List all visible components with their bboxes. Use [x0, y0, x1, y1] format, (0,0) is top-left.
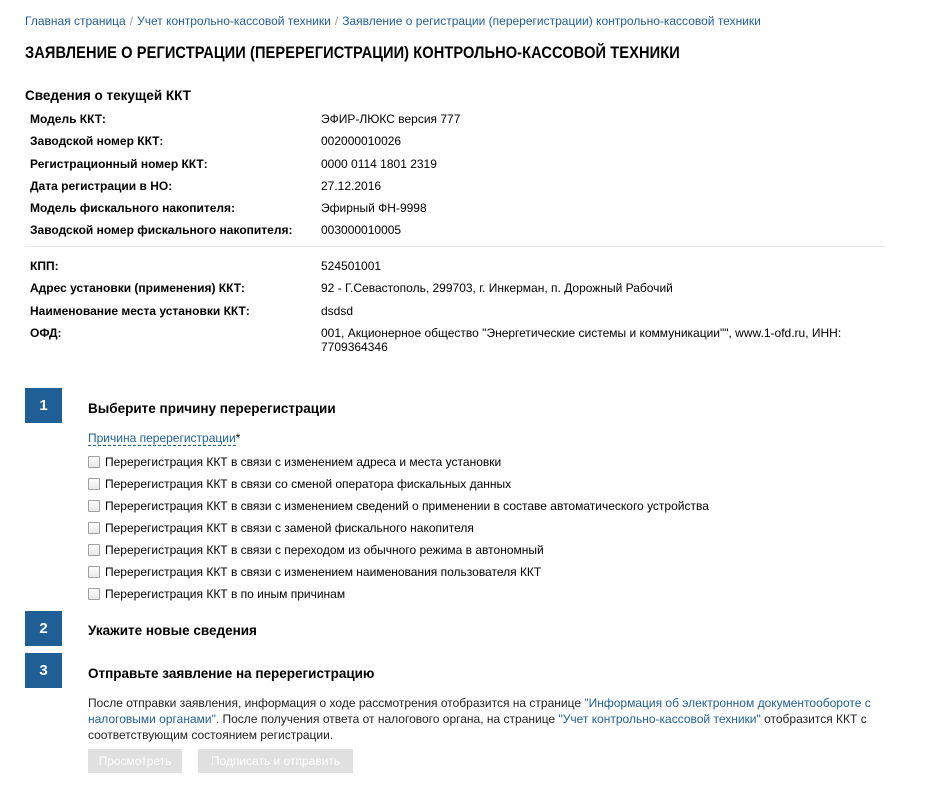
info-label: Дата регистрации в НО: — [30, 178, 173, 193]
breadcrumb-home-link[interactable]: Главная страница — [25, 14, 126, 28]
reason-option-autonomous[interactable] — [88, 539, 709, 561]
reason-label: Перерегистрация ККТ в связи с изменением сведений о применении в составе автоматического устройства — [105, 499, 709, 513]
reason-label: Перерегистрация ККТ в связи с переходом из обычного режима в автономный — [105, 543, 544, 557]
info-value: dsdsd — [321, 303, 354, 318]
step-3-badge: 3 — [25, 653, 62, 688]
info-row-reg-number — [30, 157, 885, 179]
info-value: ЭФИР-ЛЮКС версия 777 — [321, 112, 461, 126]
reason-label: Перерегистрация ККТ в связи с заменой фискального накопителя — [105, 521, 474, 535]
reason-label: Перерегистрация ККТ в по иным причинам — [105, 587, 346, 601]
sign-and-send-button[interactable]: Подписать и отправить — [198, 749, 353, 773]
info-value: 27.12.2016 — [321, 178, 382, 193]
divider — [25, 246, 885, 247]
edo-info-link[interactable]: "Информация об электронном документообороте с налоговыми органами" — [88, 696, 871, 726]
breadcrumb-separator: / — [334, 14, 339, 28]
info-row-address — [30, 281, 885, 303]
reason-option-user-name[interactable] — [88, 561, 709, 583]
info-value: 524501001 — [321, 259, 382, 273]
required-mark: * — [235, 431, 241, 445]
checkbox[interactable] — [88, 522, 100, 534]
reason-label: Перерегистрация ККТ в связи с изменением наименования пользователя ККТ — [105, 565, 542, 579]
breadcrumb — [25, 14, 761, 28]
reason-option-fn-replace[interactable] — [88, 517, 709, 539]
reason-option-other[interactable] — [88, 583, 709, 605]
reason-label: Перерегистрация ККТ в связи со сменой оператора фискальных данных — [105, 477, 512, 491]
reason-checkbox-list — [88, 451, 709, 605]
breadcrumb-separator: / — [129, 14, 134, 28]
reason-field-label — [88, 431, 240, 445]
info-value: 001, Акционерное общество "Энергетические системы и коммуникации"", www.1-ofd.ru, ИНН: 7709364346 — [321, 325, 842, 354]
breadcrumb-kkt-link[interactable]: Учет контрольно-кассовой техники — [137, 14, 331, 28]
info-label: КПП: — [30, 259, 59, 273]
step-2-badge: 2 — [25, 611, 62, 646]
reason-label: Перерегистрация ККТ в связи с изменением адреса и места установки — [105, 455, 502, 469]
info-row-ofd — [30, 325, 885, 354]
info-row-place-name — [30, 304, 885, 326]
breadcrumb-current-link[interactable]: Заявление о регистрации (перерегистрации) контрольно-кассовой техники — [342, 14, 761, 28]
info-label: Модель фискального накопителя: — [30, 201, 236, 216]
checkbox[interactable] — [88, 478, 100, 490]
info-label: Наименование места установки ККТ: — [30, 303, 250, 318]
checkbox[interactable] — [88, 544, 100, 556]
reason-field-link[interactable]: Причина перерегистрации — [88, 431, 236, 445]
info-value: Эфирный ФН-9998 — [321, 201, 427, 216]
info-row-reg-date — [30, 179, 885, 201]
info-label: Модель ККТ: — [30, 112, 106, 126]
step-3-title: Отправьте заявление на перерегистрацию — [88, 666, 375, 681]
checkbox[interactable] — [88, 588, 100, 600]
preview-button[interactable]: Просмотреть — [88, 749, 182, 773]
info-label: Адрес установки (применения) ККТ: — [30, 281, 245, 296]
info-row-fn-model — [30, 201, 885, 223]
info-label: Заводской номер фискального накопителя: — [30, 223, 293, 238]
reason-option-address[interactable] — [88, 451, 709, 473]
current-kkt-info-group-2 — [30, 259, 885, 354]
checkbox[interactable] — [88, 456, 100, 468]
step-2-title: Укажите новые сведения — [88, 623, 257, 638]
info-label: Регистрационный номер ККТ: — [30, 156, 208, 171]
kkt-accounting-link[interactable]: "Учет контрольно-кассовой техники" — [558, 712, 761, 726]
step-1-badge: 1 — [25, 388, 62, 423]
note-text: отобразится ККТ с соответствующим состоянием регистрации. — [88, 712, 867, 742]
note-text: . После получения ответа от налогового органа, на странице — [215, 712, 559, 726]
checkbox[interactable] — [88, 500, 100, 512]
info-row-fn-serial — [30, 223, 885, 245]
reason-option-auto-device[interactable] — [88, 495, 709, 517]
current-kkt-heading: Сведения о текущей ККТ — [25, 88, 191, 103]
info-row-kpp — [30, 259, 885, 281]
info-row-model — [30, 112, 885, 134]
info-value: 0000 0114 1801 2319 — [321, 156, 437, 171]
page-title: ЗАЯВЛЕНИЕ О РЕГИСТРАЦИИ (ПЕРЕРЕГИСТРАЦИИ) КОНТРОЛЬНО-КАССОВОЙ ТЕХНИКИ — [25, 43, 680, 62]
checkbox[interactable] — [88, 566, 100, 578]
info-value: 002000010026 — [321, 134, 402, 149]
info-row-serial — [30, 134, 885, 156]
info-value: 92 - Г.Севастополь, 299703, г. Инкерман, п. Дорожный Рабочий — [321, 281, 673, 296]
step-1-title: Выберите причину перерегистрации — [88, 401, 336, 416]
info-value: 003000010005 — [321, 223, 402, 238]
reason-option-ofd-change[interactable] — [88, 473, 709, 495]
submission-note — [88, 695, 888, 743]
info-label: ОФД: — [30, 325, 62, 340]
info-label: Заводской номер ККТ: — [30, 134, 164, 149]
current-kkt-info-group-1 — [30, 112, 885, 246]
note-text: После отправки заявления, информация о ходе рассмотрения отобразится на странице — [88, 696, 585, 710]
